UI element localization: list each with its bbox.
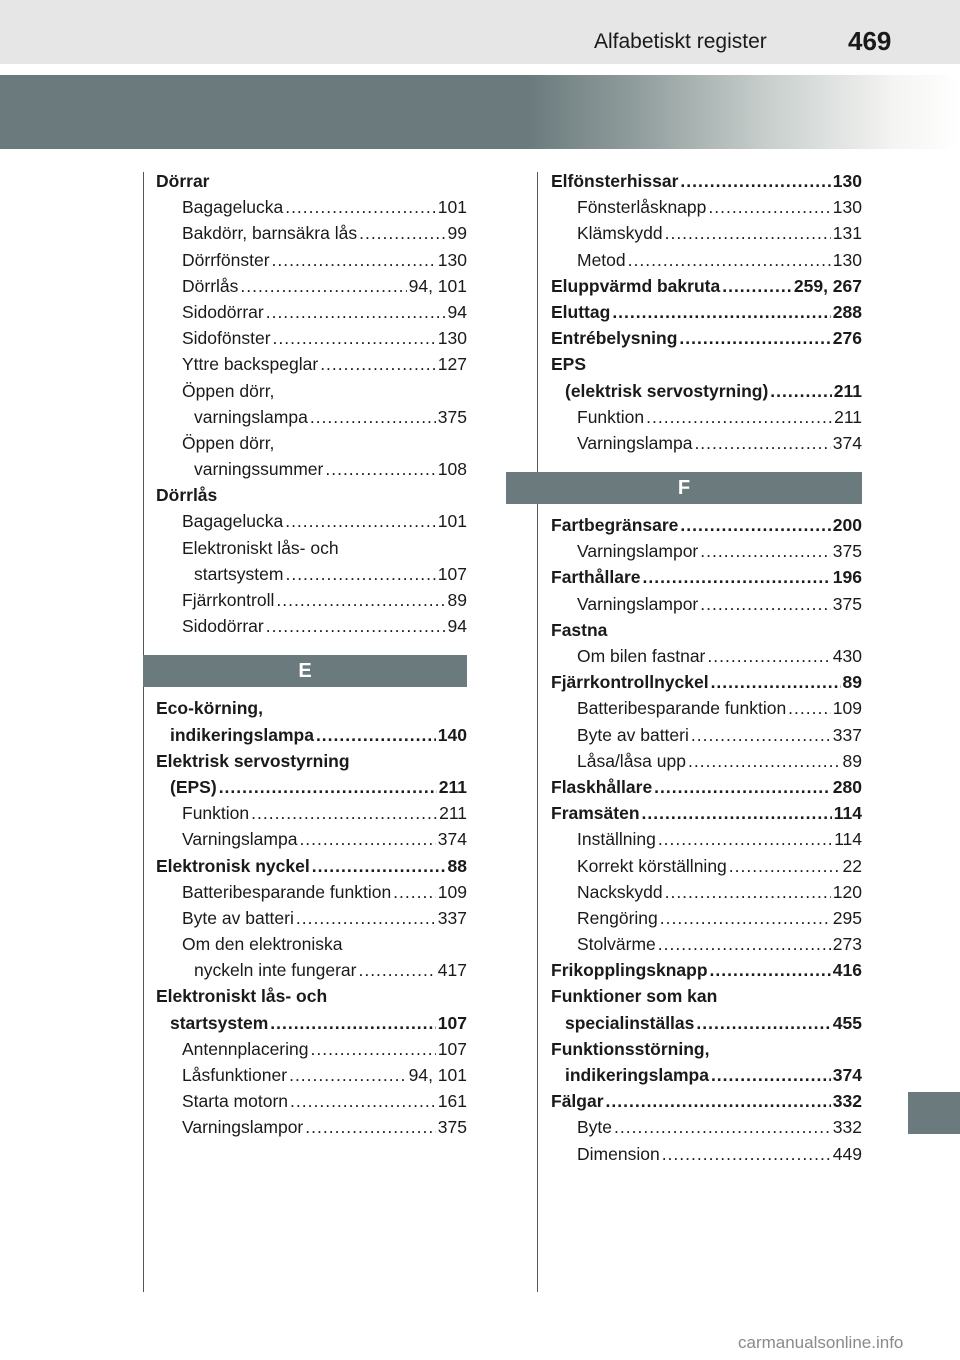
index-subentry [156, 351, 467, 377]
index-heading-entry: Elektroniskt lås- och [156, 986, 328, 1007]
index-subentry [156, 194, 467, 220]
dot-leader [710, 957, 831, 983]
index-subentry [156, 325, 467, 351]
index-heading-entry: Funktioner som kan [551, 986, 718, 1007]
index-subentry: Öppen dörr, [182, 432, 275, 453]
dot-leader [312, 853, 446, 879]
index-subentry [551, 430, 862, 456]
index-heading-entry [551, 1088, 862, 1114]
page-reference: 211 [833, 380, 862, 401]
index-column-left [156, 168, 467, 1141]
dot-leader [680, 168, 830, 194]
dot-leader [642, 564, 830, 590]
index-subentry [551, 247, 862, 273]
dot-leader [251, 800, 437, 826]
entry-label: Eluppvärmd bakruta [551, 275, 721, 296]
entry-label: Bakdörr, barnsäkra lås [182, 223, 358, 244]
page-reference: 332 [832, 1091, 862, 1112]
index-subentry [551, 695, 862, 721]
dot-leader [285, 508, 436, 534]
entry-label: Fälgar [551, 1091, 604, 1112]
entry-label: Batteribesparande funktion [577, 698, 787, 719]
index-heading-entry [551, 957, 862, 983]
entry-label: Klämskydd [577, 223, 663, 244]
dot-leader [679, 325, 830, 351]
dot-leader [358, 957, 435, 983]
page-reference: 131 [832, 223, 862, 244]
index-heading-entry [551, 774, 862, 800]
page-reference: 89 [842, 750, 862, 771]
entry-label: Byte [577, 1117, 613, 1138]
index-heading-entry [551, 800, 862, 826]
dot-leader [289, 1062, 407, 1088]
entry-label: Rengöring [577, 907, 658, 928]
entry-label: Om bilen fastnar [577, 646, 706, 666]
entry-label: Stolvärme [577, 934, 656, 955]
entry-label: Fjärrkontroll [182, 590, 275, 610]
page-reference: 375 [437, 406, 467, 427]
index-subentry [156, 456, 467, 482]
page-reference: 417 [437, 960, 467, 981]
page-reference: 295 [832, 907, 862, 928]
entry-label: Frikopplingsknapp [551, 960, 708, 981]
page-reference: 101 [437, 197, 467, 218]
index-heading-entry [156, 774, 467, 800]
page-reference: 337 [437, 907, 467, 928]
page-reference: 455 [832, 1012, 862, 1033]
page-reference: 374 [832, 1065, 862, 1085]
dot-leader [612, 299, 830, 325]
index-subentry [551, 722, 862, 748]
page-reference: 130 [437, 328, 467, 349]
dot-leader [310, 404, 436, 430]
index-subentry [156, 587, 467, 613]
index-subentry: Om den elektroniska [182, 934, 343, 955]
page-reference: 114 [833, 803, 862, 824]
page-reference: 89 [447, 590, 467, 610]
entry-label: varningssummer [194, 459, 324, 480]
index-subentry [551, 1114, 862, 1140]
page-reference: 375 [437, 1117, 467, 1138]
page-reference: 22 [842, 855, 862, 876]
dot-leader [266, 299, 446, 325]
dot-leader [285, 561, 435, 587]
entry-label: (EPS) [170, 776, 217, 797]
page-reference: 416 [832, 960, 862, 981]
dot-leader [606, 1088, 831, 1114]
dot-leader [272, 247, 436, 273]
index-heading-entry [551, 378, 862, 404]
page-reference: 140 [437, 724, 467, 745]
dot-leader [219, 774, 437, 800]
page-reference: 130 [437, 249, 467, 270]
entry-label: Framsäten [551, 803, 640, 824]
entry-label: Låsfunktioner [182, 1065, 288, 1085]
dot-leader [711, 1062, 831, 1088]
index-subentry [156, 826, 467, 852]
index-subentry [156, 800, 467, 826]
index-heading-entry: Dörrar [156, 171, 210, 191]
dot-leader [642, 800, 832, 826]
index-heading-entry [551, 512, 862, 538]
entry-label: Fönsterlåsknapp [577, 197, 707, 218]
index-subentry [156, 1062, 467, 1088]
decorative-gradient-banner [0, 75, 960, 149]
chapter-side-tab [908, 1092, 960, 1134]
index-heading-entry: Elektrisk servostyrning [156, 750, 350, 771]
entry-label: Sidofönster [182, 328, 271, 349]
dot-leader [660, 905, 831, 931]
entry-label: Elfönsterhissar [551, 171, 679, 191]
entry-label: Entrébelysning [551, 328, 678, 349]
index-heading-entry [551, 299, 862, 325]
index-heading-entry [156, 722, 467, 748]
index-subentry [551, 826, 862, 852]
index-subentry [156, 404, 467, 430]
page-reference: 161 [437, 1091, 467, 1112]
dot-leader [320, 351, 436, 377]
entry-label: (elektrisk servostyrning) [565, 380, 769, 401]
page-reference: 211 [834, 406, 862, 427]
entry-label: nyckeln inte fungerar [194, 960, 357, 981]
dot-leader [359, 220, 445, 246]
index-subentry [156, 613, 467, 639]
index-subentry [156, 220, 467, 246]
dot-leader [628, 247, 831, 273]
dot-leader [273, 325, 436, 351]
index-subentry [156, 957, 467, 983]
entry-label: Bagagelucka [182, 511, 284, 532]
index-heading-entry: Fastna [551, 619, 608, 640]
dot-leader [296, 905, 436, 931]
dot-leader [658, 931, 831, 957]
dot-leader [770, 378, 831, 404]
page-reference: 94 [447, 616, 467, 637]
dot-leader [240, 273, 406, 299]
entry-label: Sidodörrar [182, 301, 264, 322]
page-reference: 449 [832, 1143, 862, 1164]
page-reference: 288 [832, 301, 862, 322]
index-subentry [551, 1141, 862, 1167]
dot-leader [729, 853, 841, 879]
entry-label: Varningslampa [182, 829, 298, 850]
page-reference: 130 [832, 171, 862, 191]
dot-leader [788, 695, 831, 721]
entry-label: Byte av batteri [182, 907, 294, 928]
page-reference: 107 [437, 1038, 467, 1059]
index-column-right [551, 168, 862, 1167]
entry-label: Farthållare [551, 567, 641, 588]
page-reference: 211 [438, 776, 467, 797]
dot-leader [662, 1141, 831, 1167]
index-subentry [156, 561, 467, 587]
index-heading-entry: Funktionsstörning, [551, 1038, 710, 1059]
index-subentry [551, 194, 862, 220]
index-subentry [156, 247, 467, 273]
dot-leader [290, 1088, 436, 1114]
dot-leader [658, 826, 832, 852]
top-header-bar [0, 0, 960, 64]
dot-leader [700, 591, 831, 617]
entry-label: Bagagelucka [182, 197, 284, 218]
index-heading-entry: Eco-körning, [156, 698, 263, 719]
page-reference: 94 [447, 301, 467, 322]
dot-leader [665, 220, 831, 246]
index-heading-entry: Dörrlås [156, 485, 218, 506]
dot-leader [665, 879, 831, 905]
index-heading-entry [551, 564, 862, 590]
page-reference: 280 [832, 776, 862, 797]
entry-label: indikeringslampa [170, 724, 314, 745]
entry-label: Nackskydd [577, 881, 663, 902]
left-column-rule [143, 172, 144, 1292]
entry-label: Korrekt körställning [577, 855, 727, 876]
entry-label: Elektronisk nyckel [156, 855, 310, 876]
entry-label: Flaskhållare [551, 776, 653, 797]
section-letter-bar: E [143, 655, 467, 687]
dot-leader [700, 538, 831, 564]
index-subentry [551, 931, 862, 957]
page-reference: 130 [832, 197, 862, 218]
index-heading-entry [551, 669, 862, 695]
dot-leader [708, 194, 830, 220]
dot-leader [691, 722, 831, 748]
entry-label: Metod [577, 249, 626, 270]
index-subentry [156, 905, 467, 931]
entry-label: Antennplacering [182, 1038, 309, 1059]
dot-leader [614, 1114, 831, 1140]
dot-leader [654, 774, 831, 800]
entry-label: Funktion [182, 803, 250, 824]
dot-leader [316, 722, 436, 748]
entry-label: Sidodörrar [182, 616, 264, 637]
index-subentry [551, 905, 862, 931]
page-reference: 127 [437, 354, 467, 375]
index-subentry [156, 299, 467, 325]
page-reference: 276 [832, 328, 862, 349]
watermark: carmanualsonline.info [738, 1333, 904, 1352]
page-reference: 109 [832, 698, 862, 719]
page-reference: 200 [832, 515, 862, 536]
page-reference: 430 [832, 646, 862, 666]
dot-leader [310, 1036, 435, 1062]
index-heading-entry [551, 1010, 862, 1036]
page-reference: 337 [832, 724, 862, 745]
page-reference: 196 [832, 567, 862, 588]
entry-label: Låsa/låsa upp [577, 750, 686, 771]
entry-label: indikeringslampa [565, 1065, 709, 1085]
entry-label: Byte av batteri [577, 724, 689, 745]
index-heading-entry [551, 168, 862, 194]
index-heading-entry [551, 273, 862, 299]
index-heading-entry: EPS [551, 354, 587, 375]
index-subentry: Öppen dörr, [182, 380, 275, 401]
index-subentry [551, 404, 862, 430]
dot-leader [688, 748, 841, 774]
middle-column-rule [537, 172, 538, 1292]
dot-leader [325, 456, 435, 482]
page-reference: 107 [437, 1012, 467, 1033]
page-reference: 259, 267 [793, 275, 862, 296]
entry-label: varningslampa [194, 406, 308, 427]
entry-label: Funktion [577, 406, 645, 427]
dot-leader [696, 1010, 830, 1036]
entry-label: Inställning [577, 829, 656, 850]
index-heading-entry [156, 1010, 467, 1036]
dot-leader [285, 194, 436, 220]
entry-label: startsystem [194, 563, 284, 584]
index-heading-entry [156, 853, 467, 879]
page-reference: 332 [832, 1117, 862, 1138]
dot-leader [694, 430, 830, 456]
page-reference: 211 [439, 803, 467, 824]
page-reference: 101 [437, 511, 467, 532]
page-reference: 94, 101 [408, 275, 467, 296]
page-reference: 94, 101 [408, 1065, 467, 1085]
index-subentry [551, 748, 862, 774]
entry-label: Yttre backspeglar [182, 354, 319, 375]
entry-label: Fjärrkontrollnyckel [551, 672, 709, 693]
dot-leader [270, 1010, 436, 1036]
entry-label: Eluttag [551, 301, 611, 322]
entry-label: Batteribesparande funktion [182, 881, 392, 902]
page-reference: 375 [832, 593, 862, 614]
index-subentry [551, 879, 862, 905]
entry-label: Dörrfönster [182, 249, 270, 270]
dot-leader [305, 1114, 436, 1140]
dot-leader [266, 613, 446, 639]
page-number: 469 [848, 26, 892, 56]
dot-leader [711, 669, 841, 695]
page-reference: 89 [842, 672, 862, 693]
dot-leader [646, 404, 832, 430]
index-subentry [156, 1088, 467, 1114]
index-subentry: Elektroniskt lås- och [182, 537, 339, 558]
page-reference: 107 [437, 563, 467, 584]
page-reference: 108 [437, 459, 467, 480]
page-reference: 375 [832, 541, 862, 562]
entry-label: Varningslampa [577, 432, 693, 453]
dot-leader [722, 273, 792, 299]
entry-label: Fartbegränsare [551, 515, 679, 536]
page-reference: 374 [832, 432, 862, 453]
page-reference: 130 [832, 249, 862, 270]
page-reference: 114 [834, 829, 862, 850]
index-subentry [551, 538, 862, 564]
dot-leader [299, 826, 435, 852]
entry-label: Varningslampor [577, 593, 699, 614]
page-reference: 88 [447, 855, 467, 876]
entry-label: Starta motorn [182, 1091, 289, 1112]
index-subentry [551, 853, 862, 879]
index-subentry [551, 643, 862, 669]
index-subentry [156, 879, 467, 905]
section-letter-bar: F [506, 472, 862, 504]
dot-leader [276, 587, 445, 613]
index-heading-entry [551, 1062, 862, 1088]
index-heading-entry [551, 325, 862, 351]
dot-leader [707, 643, 830, 669]
entry-label: Varningslampor [577, 541, 699, 562]
entry-label: Dörrlås [182, 275, 239, 296]
entry-label: Varningslampor [182, 1117, 304, 1138]
entry-label: specialinställas [565, 1012, 695, 1033]
index-subentry [551, 591, 862, 617]
index-subentry [156, 1114, 467, 1140]
page-reference: 109 [437, 881, 467, 902]
index-subentry [156, 1036, 467, 1062]
entry-label: Dimension [577, 1143, 660, 1164]
page-reference: 273 [832, 934, 862, 955]
page-reference: 99 [447, 223, 467, 244]
entry-label: startsystem [170, 1012, 269, 1033]
page-reference: 120 [832, 881, 862, 902]
index-subentry [156, 508, 467, 534]
index-subentry [551, 220, 862, 246]
dot-leader [393, 879, 436, 905]
page-reference: 374 [437, 829, 467, 850]
page-header-title: Alfabetiskt register [594, 30, 767, 53]
index-subentry [156, 273, 467, 299]
dot-leader [680, 512, 830, 538]
